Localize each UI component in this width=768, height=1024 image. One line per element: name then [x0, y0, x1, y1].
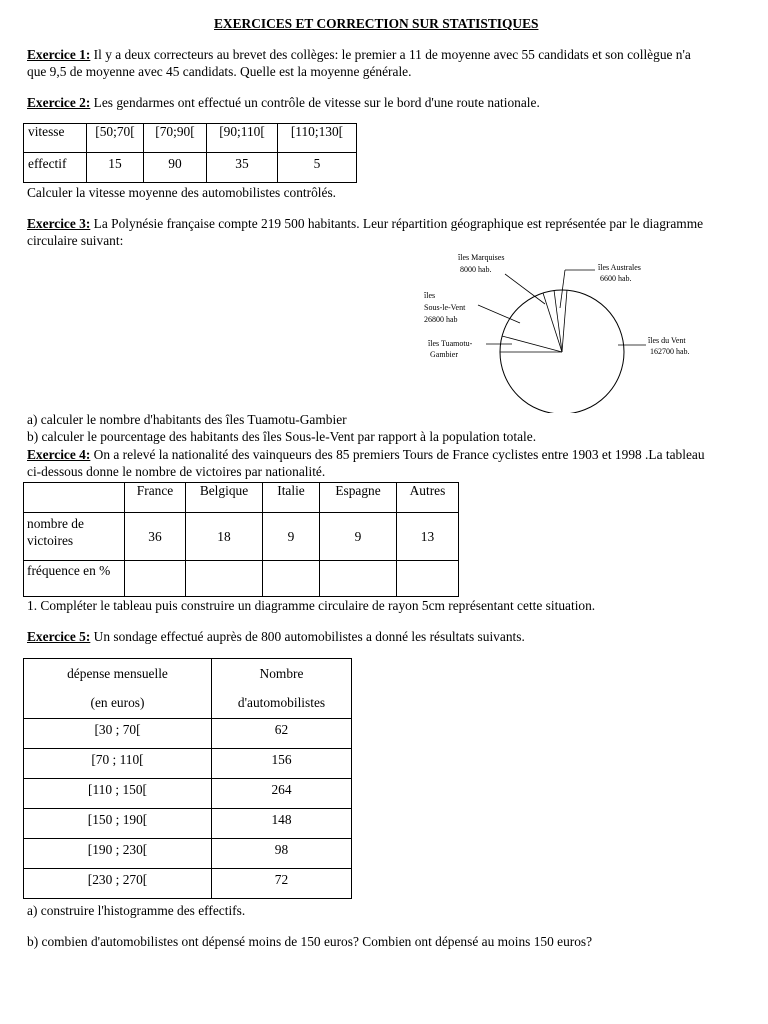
- ex3-question-b: b) calculer le pourcentage des habitants des îles Sous-le-Vent par rapport à la population totale.: [27, 429, 537, 444]
- table-cell: [230 ; 270[: [24, 869, 212, 899]
- ex2-label: Exercice 2:: [27, 95, 91, 110]
- ex5-question-a: a) construire l'histogramme des effectifs.: [27, 903, 246, 918]
- ex3-label: Exercice 3:: [27, 216, 91, 231]
- ex3-question-a: a) calculer le nombre d'habitants des îles Tuamotu-Gambier: [27, 412, 347, 427]
- table-cell: 62: [212, 719, 352, 749]
- table-cell: Italie: [263, 483, 320, 513]
- pie-label: 26800 hab: [424, 315, 458, 324]
- ex1-label: Exercice 1:: [27, 47, 91, 62]
- ex3-pie-chart: [410, 248, 710, 413]
- ex3-line2: circulaire suivant:: [27, 233, 124, 248]
- table-cell: 9: [263, 513, 320, 561]
- ex4-text: On a relevé la nationalité des vainqueurs des 85 premiers Tours de France cyclistes entre 1903 et 1998 .La tableau: [90, 447, 705, 462]
- table-cell: [24, 483, 125, 513]
- ex4-label: Exercice 4:: [27, 447, 91, 462]
- pie-label: îles du Vent: [648, 336, 686, 345]
- ex5-text: Un sondage effectué auprès de 800 automobilistes a donné les résultats suivants.: [90, 629, 525, 644]
- table-cell: Autres: [397, 483, 459, 513]
- table-cell: [24, 659, 212, 719]
- table-row: [24, 839, 352, 869]
- table-cell: 35: [207, 153, 278, 183]
- document-title: EXERCICES ET CORRECTION SUR STATISTIQUES: [214, 16, 539, 31]
- table-cell: 264: [212, 779, 352, 809]
- table-cell: [397, 561, 459, 597]
- table-cell: [125, 561, 186, 597]
- table-cell: 90: [144, 153, 207, 183]
- table-cell: [110;130[: [278, 124, 357, 153]
- table-cell: 148: [212, 809, 352, 839]
- leader-line-australes: [560, 270, 565, 308]
- table-cell: [263, 561, 320, 597]
- leader-line-sous-le-vent: [478, 305, 520, 323]
- ex4-instruction: 1. Compléter le tableau puis construire un diagramme circulaire de rayon 5cm représentant cette situation.: [27, 598, 596, 613]
- ex2-text: Les gendarmes ont effectué un contrôle de vitesse sur le bord d'une route nationale.: [90, 95, 540, 110]
- table-cell: effectif: [24, 153, 87, 183]
- pie-label: îles Australes: [598, 263, 641, 272]
- table-row: [24, 869, 352, 899]
- table-cell: Belgique: [186, 483, 263, 513]
- table-cell: [30 ; 70[: [24, 719, 212, 749]
- ex4-line1: [27, 447, 705, 463]
- row-label: victoires: [27, 533, 74, 548]
- ex4-tour-de-france-table: [23, 482, 459, 597]
- column-header: dépense mensuelle: [67, 666, 168, 681]
- table-cell: 9: [320, 513, 397, 561]
- table-cell: 15: [87, 153, 144, 183]
- ex2-line1: [27, 95, 540, 111]
- table-cell: [190 ; 230[: [24, 839, 212, 869]
- ex4-header-row: [24, 483, 459, 513]
- table-cell: [70;90[: [144, 124, 207, 153]
- table-cell: [110 ; 150[: [24, 779, 212, 809]
- table-row: [24, 809, 352, 839]
- ex4-line2: ci-dessous donne le nombre de victoires par nationalité.: [27, 464, 326, 479]
- pie-label: Sous-le-Vent: [424, 303, 466, 312]
- pie-label: 6600 hab.: [600, 274, 632, 283]
- pie-label: îles Tuamotu-: [428, 339, 473, 348]
- ex3-line1: [27, 216, 703, 232]
- table-cell: 18: [186, 513, 263, 561]
- ex5-header-row: [24, 659, 352, 719]
- table-row: [24, 749, 352, 779]
- column-header: (en euros): [90, 695, 145, 710]
- table-cell: [186, 561, 263, 597]
- table-cell: France: [125, 483, 186, 513]
- table-cell: 98: [212, 839, 352, 869]
- pie-divider: [562, 290, 567, 352]
- ex2-row-effectif: [24, 153, 357, 183]
- table-cell: 156: [212, 749, 352, 779]
- ex2-row-vitesse: [24, 124, 357, 153]
- pie-divider: [543, 293, 562, 352]
- table-cell: 5: [278, 153, 357, 183]
- table-cell: 13: [397, 513, 459, 561]
- row-label: nombre de: [27, 516, 84, 531]
- table-cell: [50;70[: [87, 124, 144, 153]
- pie-label: îles: [424, 291, 436, 300]
- pie-label: îles Marquises: [458, 253, 505, 262]
- pie-label: 8000 hab.: [460, 265, 492, 274]
- pie-label: Gambier: [430, 350, 458, 359]
- ex5-label: Exercice 5:: [27, 629, 91, 644]
- table-cell: Espagne: [320, 483, 397, 513]
- table-cell: vitesse: [24, 124, 87, 153]
- ex4-frequence-row: [24, 561, 459, 597]
- table-row: [24, 719, 352, 749]
- ex5-question-b: b) combien d'automobilistes ont dépensé moins de 150 euros? Combien ont dépensé au moins 150 euros?: [27, 934, 593, 949]
- table-cell: [70 ; 110[: [24, 749, 212, 779]
- ex1-text: Il y a deux correcteurs au brevet des collèges: le premier a 11 de moyenne avec 55 candidats et son collègue n'a: [90, 47, 691, 62]
- table-row: [24, 779, 352, 809]
- ex2-question: Calculer la vitesse moyenne des automobilistes contrôlés.: [27, 185, 337, 200]
- column-header: Nombre: [259, 666, 304, 681]
- table-cell: 72: [212, 869, 352, 899]
- table-cell: 36: [125, 513, 186, 561]
- table-cell: [24, 513, 125, 561]
- ex1-line1: [27, 47, 691, 63]
- table-cell: [320, 561, 397, 597]
- pie-label: 162700 hab.: [650, 347, 690, 356]
- table-cell: [150 ; 190[: [24, 809, 212, 839]
- table-cell: [90;110[: [207, 124, 278, 153]
- leader-line-marquises: [505, 274, 545, 304]
- table-cell: [212, 659, 352, 719]
- table-cell: fréquence en %: [24, 561, 125, 597]
- ex4-victoires-row: [24, 513, 459, 561]
- ex1-line2: que 9,5 de moyenne avec 45 candidats. Quelle est la moyenne générale.: [27, 64, 412, 79]
- ex2-speed-table: [23, 123, 357, 183]
- ex3-text: La Polynésie française compte 219 500 habitants. Leur répartition géographique est représentée par le diagramme: [90, 216, 704, 231]
- ex5-survey-table: [23, 658, 352, 899]
- column-header: d'automobilistes: [237, 695, 326, 710]
- ex5-line1: [27, 629, 525, 645]
